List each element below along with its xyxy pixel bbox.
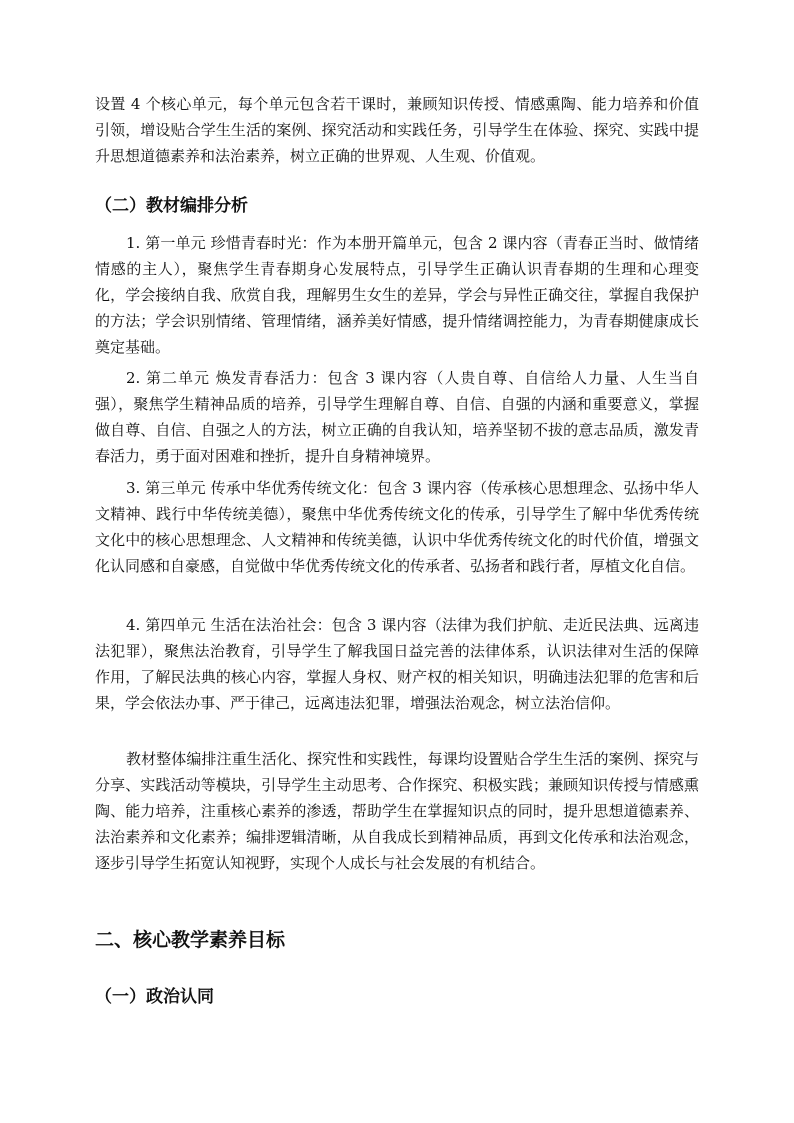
- section-analysis-heading: （二）教材编排分析: [95, 196, 248, 216]
- unit-4-paragraph: 4. 第四单元 生活在法治社会：包含 3 课内容（法律为我们护航、走近民法典、远离违法犯罪），聚焦法治教育，引导学生了解我国日益完善的法律体系，认识法律对生活的保障作用，了解民法典的核心内容，掌握人身权、财产权的相关知识，明确违法犯罪的危害和后果，学会依法办事、严于律己，远离违法犯罪，增强法治观念，树立法治信仰。: [95, 616, 699, 712]
- chapter-heading: 二、核心教学素养目标: [95, 929, 286, 951]
- unit-3-paragraph: 3. 第三单元 传承中华优秀传统文化：包含 3 课内容（传承核心思想理念、弘扬中华人文精神、践行中华传统美德），聚焦中华优秀传统文化的传承，引导学生了解中华优秀传统文化中的核心思想理念、人文精神和传统美德，认识中华优秀传统文化的时代价值，增强文化认同感和自豪感，自觉做中华优秀传统文化的传承者、弘扬者和践行者，厚植文化自信。: [95, 479, 699, 575]
- unit-2-paragraph: 2. 第二单元 焕发青春活力：包含 3 课内容（人贵自尊、自信给人力量、人生当自强），聚焦学生精神品质的培养，引导学生理解自尊、自信、自强的内涵和重要意义，掌握做自尊、自信、自强之人的方法，树立正确的自我认知，培养坚韧不拔的意志品质，激发青春活力，勇于面对困难和挫折，提升自身精神境界。: [95, 369, 699, 465]
- intro-paragraph: 设置 4 个核心单元，每个单元包含若干课时，兼顾知识传授、情感熏陶、能力培养和价值引领，增设贴合学生生活的案例、探究活动和实践任务，引导学生在体验、探究、实践中提升思想道德素养和法治素养，树立正确的世界观、人生观、价值观。: [95, 95, 699, 165]
- unit-1-paragraph: 1. 第一单元 珍惜青春时光：作为本册开篇单元，包含 2 课内容（青春正当时、做情绪情感的主人），聚焦学生青春期身心发展特点，引导学生正确认识青春期的生理和心理变化，学会接纳自我、欣赏自我，理解男生女生的差异，学会与异性正确交往，掌握自我保护的方法；学会识别情绪、管理情绪，涵养美好情感，提升情绪调控能力，为青春期健康成长奠定基础。: [95, 234, 699, 356]
- subsection-heading: （一）政治认同: [95, 987, 214, 1007]
- summary-paragraph: 教材整体编排注重生活化、探究性和实践性，每课均设置贴合学生生活的案例、探究与分享、实践活动等模块，引导学生主动思考、合作探究、积极实践；兼顾知识传授与情感熏陶、能力培养，注重核心素养的渗透，帮助学生在掌握知识点的同时，提升思想道德素养、法治素养和文化素养；编排逻辑清晰，从自我成长到精神品质，再到文化传承和法治观念，逐步引导学生拓宽认知视野，实现个人成长与社会发展的有机结合。: [95, 750, 699, 872]
